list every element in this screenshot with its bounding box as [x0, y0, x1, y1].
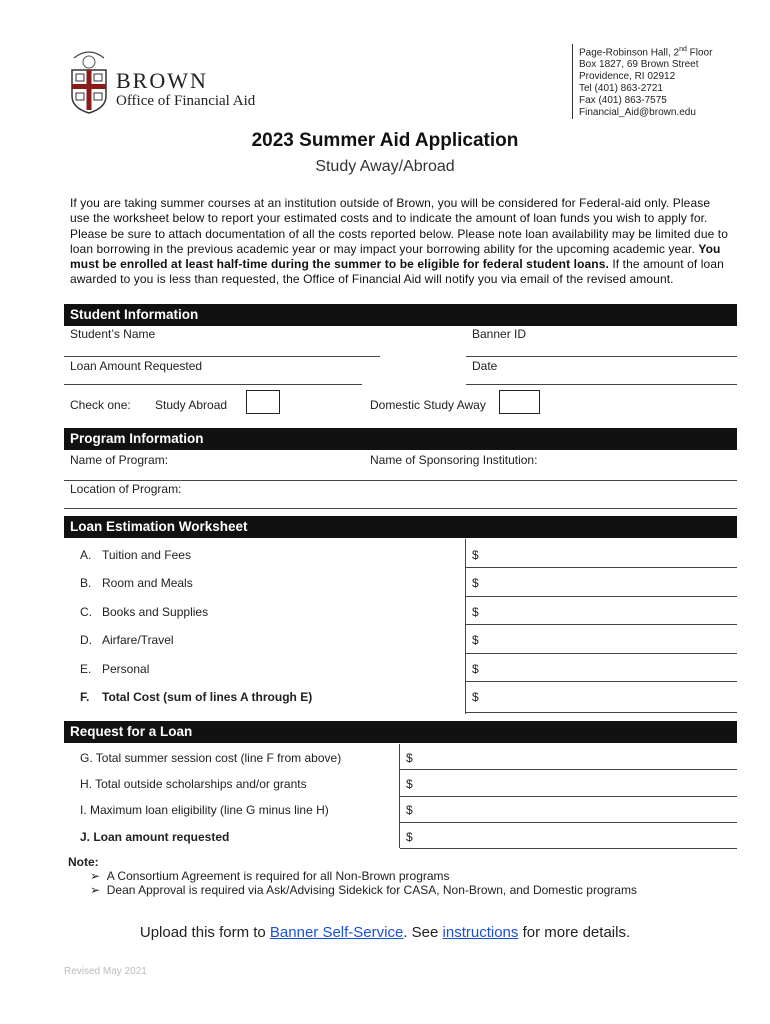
personal-amount-field[interactable]: [466, 681, 737, 682]
intro-text-end: If the amount of loan awarded to you is less than requested, the Office of Financial Aid will notify you via email of the revised amount.: [70, 257, 724, 287]
program-name-label: Name of Program:: [70, 453, 169, 467]
currency-symbol: $: [472, 605, 479, 619]
study-abroad-checkbox[interactable]: [246, 390, 280, 414]
currency-symbol: $: [406, 777, 413, 791]
upload-text-pre: Upload this form to: [139, 924, 270, 941]
program-name-field[interactable]: [64, 480, 737, 481]
students-name-label: Student’s Name: [70, 327, 156, 341]
loan-amount-label: Loan Amount Requested: [70, 359, 203, 373]
currency-symbol: $: [406, 803, 413, 817]
worksheet-row-label: Personal: [102, 662, 150, 676]
note-label: Note:: [68, 855, 99, 869]
books-amount-field[interactable]: [466, 624, 737, 625]
upload-text-mid: . See: [403, 924, 443, 941]
note-item: [90, 883, 637, 897]
office-name: Office of Financial Aid: [116, 93, 256, 109]
study-abroad-label: Study Abroad: [155, 398, 228, 412]
worksheet-heading: Loan Estimation Worksheet: [64, 516, 737, 538]
student-info-heading: Student Information: [64, 304, 737, 326]
currency-symbol: $: [406, 751, 413, 765]
room-meals-amount-field[interactable]: [466, 596, 737, 597]
loan-request-row-label: H. Total outside scholarships and/or grants: [80, 777, 307, 791]
airfare-amount-field[interactable]: [466, 653, 737, 654]
scholarships-field[interactable]: [400, 796, 737, 797]
worksheet-divider: [465, 539, 466, 714]
loan-requested-field[interactable]: [400, 848, 737, 849]
program-info-heading: Program Information: [64, 428, 737, 450]
intro-paragraph: [70, 196, 732, 288]
address-line-1: Page-Robinson Hall, 2nd Floor: [579, 46, 713, 59]
note-block: [68, 855, 637, 897]
loan-amount-field[interactable]: [64, 384, 362, 385]
worksheet-row-label: Total Cost (sum of lines A through E): [102, 690, 313, 704]
intro-text: If you are taking summer courses at an institution outside of Brown, you will be considered for Federal-aid only. Please use the worksheet below to report your estimated costs and to indicate the amount of loan funds you wish to apply for. Please be sure to attach documentation of all the costs reported below. Please note loan availability may be limited due to loan borrowing in the previous academic year or may impact your borrowing ability for the upcoming academic year.: [70, 196, 729, 256]
arrow-bullet-icon: ➢: [90, 883, 101, 897]
banner-id-label: Banner ID: [472, 327, 527, 341]
location-label: Location of Program:: [70, 482, 182, 496]
worksheet-row-label: Books and Supplies: [102, 605, 209, 619]
address-line-4: Tel (401) 863-2721: [579, 83, 663, 95]
worksheet-row-label: Tuition and Fees: [102, 548, 191, 562]
loan-request-heading: Request for a Loan: [64, 721, 737, 743]
sponsor-label: Name of Sponsoring Institution:: [370, 453, 538, 467]
currency-symbol: $: [406, 830, 413, 844]
tuition-amount-field[interactable]: [466, 567, 737, 568]
brown-seal-logo: [68, 46, 110, 114]
brand-block: [116, 70, 255, 110]
page-subtitle: Study Away/Abroad: [315, 158, 455, 175]
currency-symbol: $: [472, 576, 479, 590]
upload-text-post: for more details.: [518, 924, 631, 941]
intro-bold-text: You must be enrolled at least half-time during the summer to be eligible for federal student loans.: [70, 241, 721, 272]
address-line-2: Box 1827, 69 Brown Street: [579, 59, 699, 71]
note-item-text: Dean Approval is required via Ask/Advising Sidekick for CASA, Non-Brown, and Domestic programs: [106, 883, 637, 897]
check-one-label: Check one:: [70, 398, 131, 412]
loan-request-row-label: I. Maximum loan eligibility (line G minus line H): [80, 803, 329, 817]
currency-symbol: $: [472, 690, 479, 704]
loan-request-row-label: J. Loan amount requested: [80, 830, 230, 844]
currency-symbol: $: [472, 548, 479, 562]
banner-id-field[interactable]: [466, 356, 737, 357]
session-cost-field[interactable]: [400, 769, 737, 770]
revised-date: Revised May 2021: [64, 966, 147, 977]
worksheet-row-label: Airfare/Travel: [102, 633, 174, 647]
date-label: Date: [472, 359, 498, 373]
domestic-study-checkbox[interactable]: [499, 390, 540, 414]
location-field[interactable]: [64, 508, 737, 509]
note-item-text: A Consortium Agreement is required for all Non-Brown programs: [106, 869, 450, 883]
worksheet-row-letter: E.: [80, 662, 92, 676]
currency-symbol: $: [472, 662, 479, 676]
page-title: 2023 Summer Aid Application: [251, 130, 519, 151]
address-line-6: Financial_Aid@brown.edu: [579, 107, 696, 119]
arrow-bullet-icon: ➢: [90, 869, 101, 883]
address-line-3: Providence, RI 02912: [579, 71, 676, 83]
currency-symbol: $: [472, 633, 479, 647]
date-field[interactable]: [466, 384, 737, 385]
worksheet-row-letter: C.: [80, 605, 92, 619]
total-cost-field[interactable]: [466, 712, 737, 713]
worksheet-row-letter: D.: [80, 633, 92, 647]
students-name-field[interactable]: [64, 356, 380, 357]
address-line-5: Fax (401) 863-7575: [579, 95, 667, 107]
worksheet-row-letter: B.: [80, 576, 92, 590]
address-block: [572, 44, 712, 119]
banner-self-service-link[interactable]: Banner Self-Service: [269, 924, 404, 941]
worksheet-row-letter: F.: [80, 690, 90, 704]
instructions-link[interactable]: instructions: [442, 924, 519, 941]
brand-name: BROWN: [116, 68, 208, 93]
worksheet-row-label: Room and Meals: [102, 576, 193, 590]
note-item: [90, 869, 637, 883]
max-eligibility-field[interactable]: [400, 822, 737, 823]
loan-request-row-label: G. Total summer session cost (line F from above): [80, 751, 342, 765]
domestic-study-label: Domestic Study Away: [370, 398, 486, 412]
worksheet-row-letter: A.: [80, 548, 92, 562]
upload-instructions: [0, 924, 770, 941]
